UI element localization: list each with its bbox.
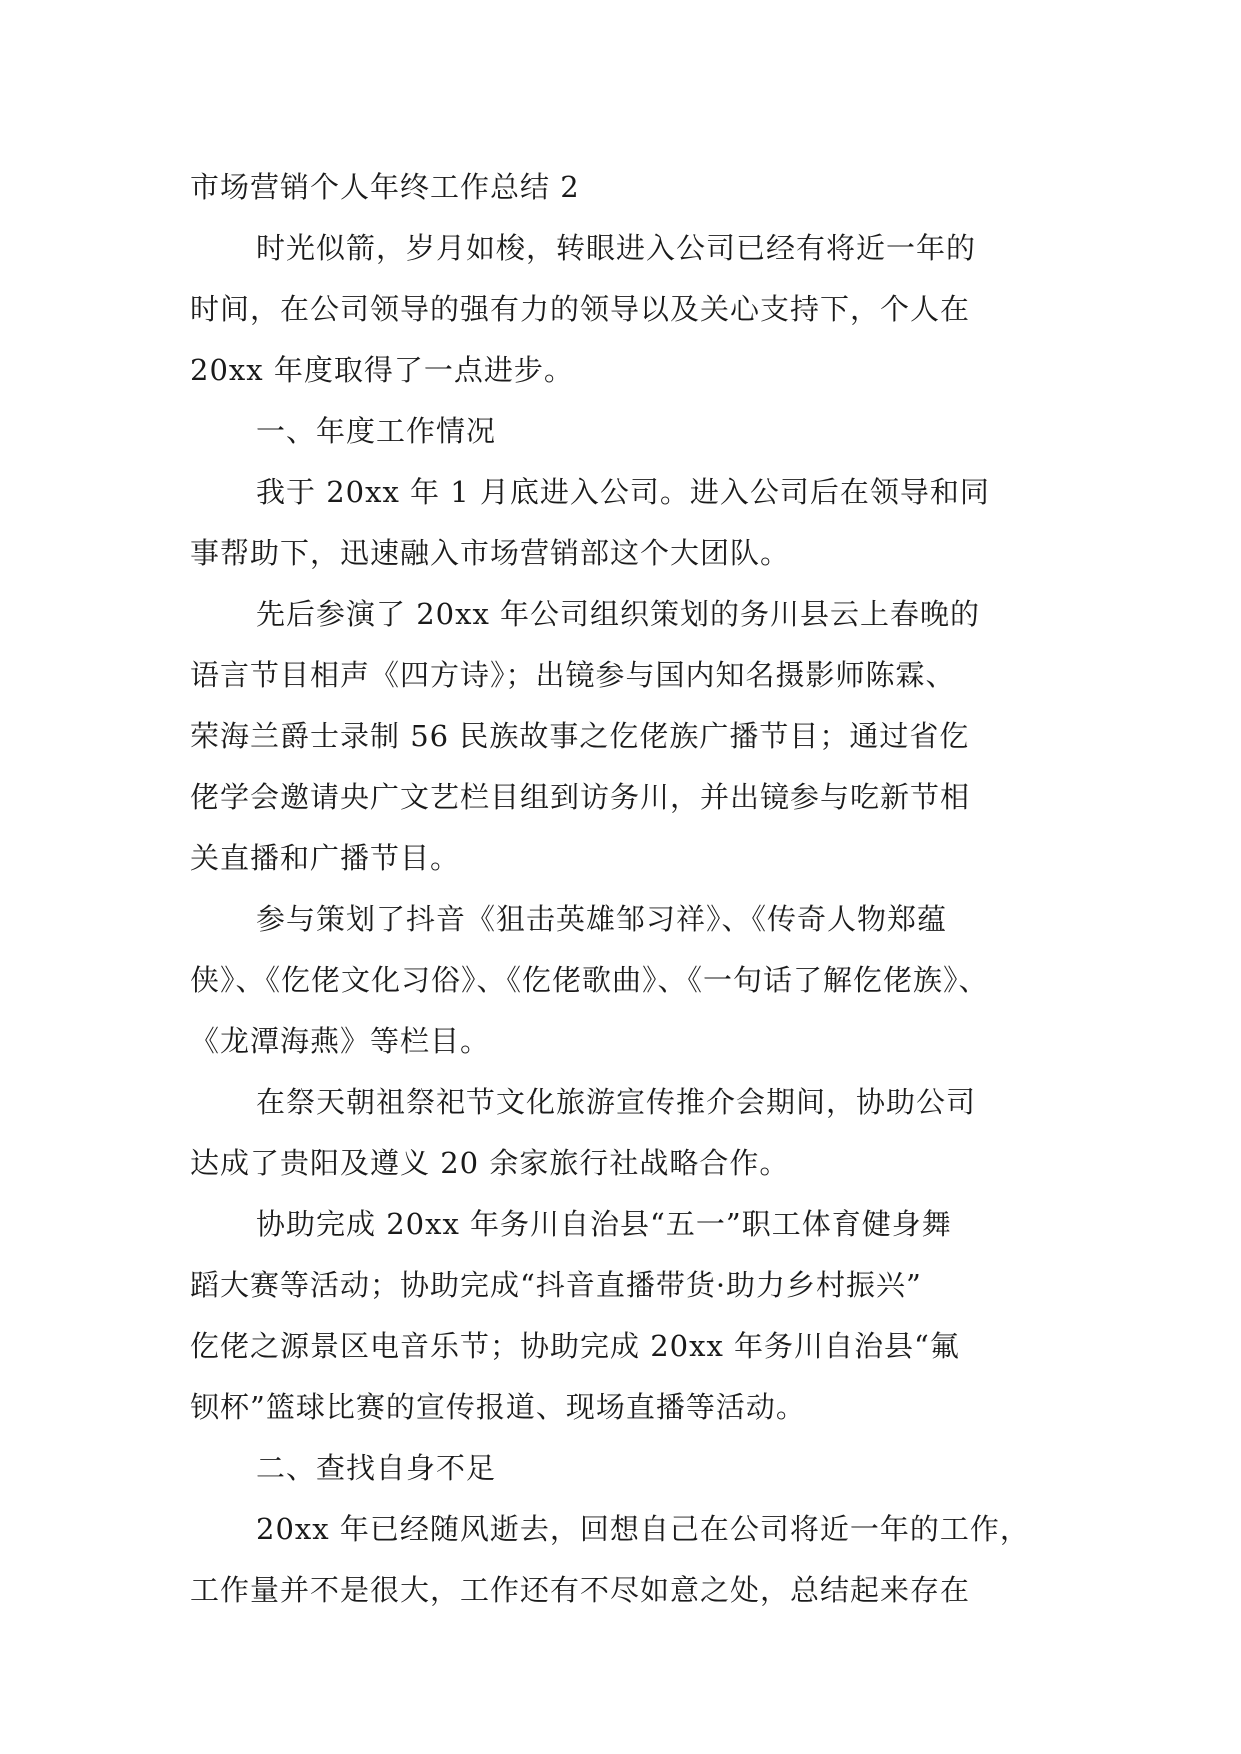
paragraph-line: 荣海兰爵士录制 56 民族故事之仡佬族广播节目；通过省仡: [190, 719, 970, 753]
paragraph-line: 《龙潭海燕》等栏目。: [190, 1024, 491, 1058]
paragraph-line: 先后参演了 20xx 年公司组织策划的务川县云上春晚的: [256, 597, 981, 631]
document-title: 市场营销个人年终工作总结 2: [190, 170, 580, 204]
paragraph-line: 蹈大赛等活动；协助完成“抖音直播带货·助力乡村振兴”: [190, 1268, 922, 1302]
section-heading: 二、查找自身不足: [256, 1451, 497, 1485]
paragraph-line: 我于 20xx 年 1 月底进入公司。进入公司后在领导和同: [256, 475, 990, 509]
paragraph-line: 时光似箭，岁月如梭，转眼进入公司已经有将近一年的: [256, 231, 977, 265]
paragraph-line: 侠》、《仡佬文化习俗》、《仡佬歌曲》、《一句话了解仡佬族》、: [190, 963, 989, 997]
paragraph-line: 参与策划了抖音《狙击英雄邹习祥》、《传奇人物郑蕴: [256, 902, 948, 936]
paragraph-line: 语言节目相声《四方诗》；出镜参与国内知名摄影师陈霖、: [190, 658, 956, 692]
paragraph-line: 20xx 年已经随风逝去，回想自己在公司将近一年的工作，: [256, 1512, 1030, 1546]
section-heading: 一、年度工作情况: [256, 414, 497, 448]
paragraph-line: 仡佬之源景区电音乐节；协助完成 20xx 年务川自治县“氟: [190, 1329, 960, 1363]
paragraph-line: 工作量并不是很大，工作还有不尽如意之处，总结起来存在: [190, 1573, 971, 1607]
paragraph-line: 20xx 年度取得了一点进步。: [190, 353, 574, 387]
document-body: [190, 157, 1070, 1621]
paragraph-line: 关直播和广播节目。: [190, 841, 461, 875]
paragraph-line: 事帮助下，迅速融入市场营销部这个大团队。: [190, 536, 791, 570]
paragraph-line: 达成了贵阳及遵义 20 余家旅行社战略合作。: [190, 1146, 790, 1180]
paragraph-line: 佬学会邀请央广文艺栏目组到访务川，并出镜参与吃新节相: [190, 780, 971, 814]
paragraph-line: 协助完成 20xx 年务川自治县“五一”职工体育健身舞: [256, 1207, 952, 1241]
paragraph-line: 在祭天朝祖祭祀节文化旅游宣传推介会期间，协助公司: [256, 1085, 977, 1119]
paragraph-line: 时间，在公司领导的强有力的领导以及关心支持下，个人在: [190, 292, 971, 326]
paragraph-line: 钡杯”篮球比赛的宣传报道、现场直播等活动。: [190, 1390, 806, 1424]
